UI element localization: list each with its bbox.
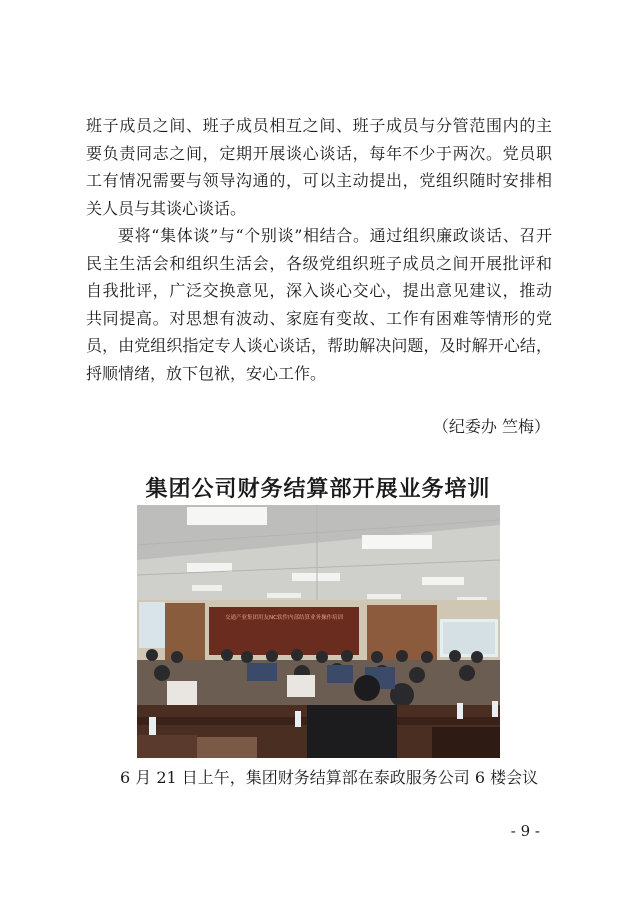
- body-line: 要负责同志之间，定期开展谈心谈话，每年不少于两次。党员职: [86, 143, 552, 163]
- body-line: 工有情况需要与领导沟通的，可以主动提出，党组织随时安排相: [86, 171, 552, 190]
- page-number: - 9 -: [510, 822, 540, 840]
- body-line: 关人员与其谈心谈话。: [86, 198, 247, 218]
- training-photo: [137, 505, 500, 758]
- body-line: 自我批评，广泛交换意见，深入谈心交心，提出意见建议，推动: [86, 281, 552, 300]
- body-line: 捋顺情绪，放下包袱，安心工作。: [86, 363, 327, 383]
- banner-text: 交通产业集团用友NC软件内部结算业务操作培训: [225, 615, 343, 621]
- body-line: 民主生活会和组织生活会，各级党组织班子成员之间开展批评和: [86, 253, 552, 273]
- body-line: 要将“集体谈”与“个别谈”相结合。通过组织廉政谈话、召开: [118, 226, 552, 245]
- body-line: 员，由党组织指定专人谈心谈话，帮助解决问题，及时解开心结，: [86, 336, 552, 355]
- photo-caption: 6 月 21 日上午，集团财务结算部在泰政服务公司 6 楼会议: [120, 768, 539, 787]
- body-text: [86, 112, 552, 387]
- author-signature: （纪委办 竺梅）: [432, 417, 550, 436]
- body-line: 班子成员之间、班子成员相互之间、班子成员与分管范围内的主: [86, 116, 552, 135]
- body-line: 共同提高。对思想有波动、家庭有变故、工作有困难等情形的党: [86, 308, 552, 328]
- article-headline: 集团公司财务结算部开展业务培训: [145, 476, 491, 502]
